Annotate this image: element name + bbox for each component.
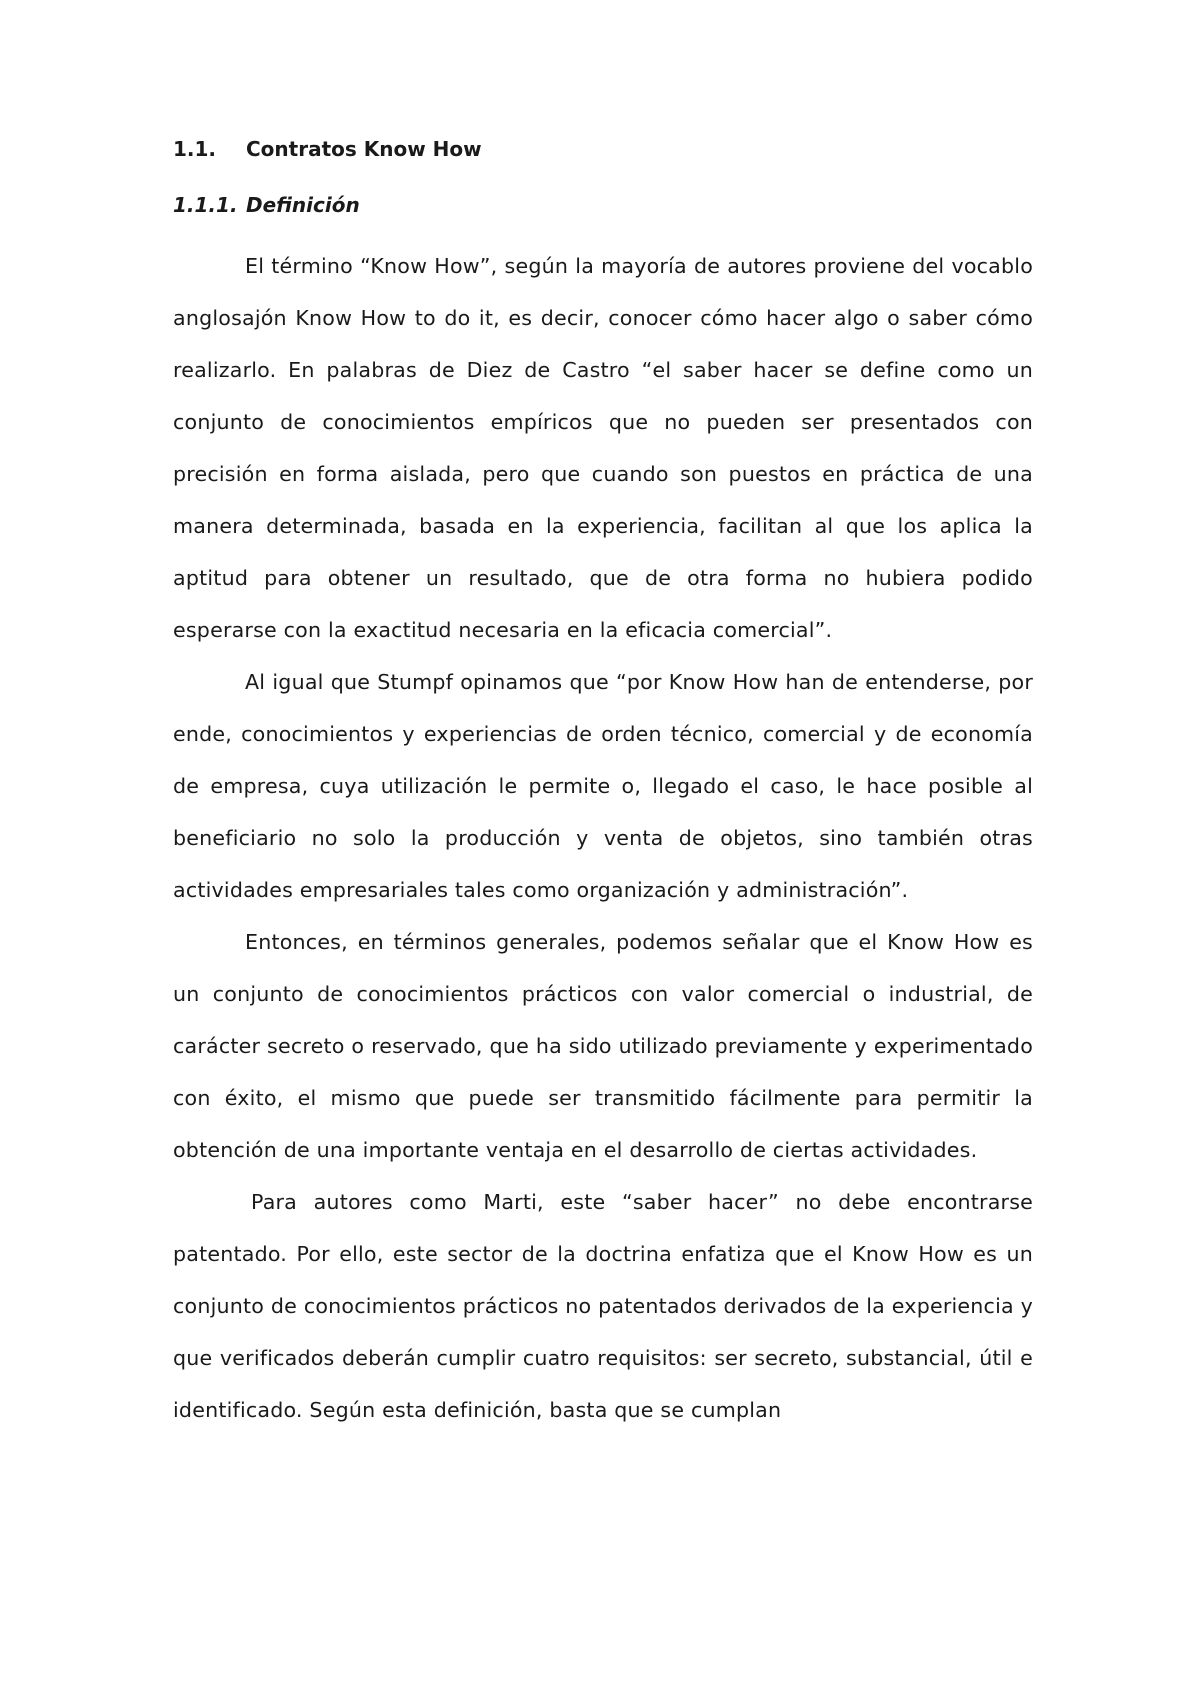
subsection-number: 1.1.1. [173,193,238,217]
section-heading [173,137,482,161]
paragraph-3: Entonces, en términos generales, podemos señalar que el Know How es un conjunto de conocimientos prácticos con valor comercial o industrial, de carácter secreto o reservado, que ha sido utilizado previamente y experimentado con éxito, el mismo que puede ser transmitido fácilmente para permitir la obtención de una importante ventaja en el desarrollo de ciertas actividades. [173,930,1033,1162]
section-number: 1.1. [173,137,217,161]
body-text [173,240,1033,1436]
paragraph-2: Al igual que Stumpf opinamos que “por Know How han de entenderse, por ende, conocimientos y experiencias de orden técnico, comercial y de economía de empresa, cuya utilización le permite o, llegado el caso, le hace posible al beneficiario no solo la producción y venta de objetos, sino también otras actividades empresariales tales como organización y administración”. [173,670,1033,902]
paragraph-4: Para autores como Marti, este “saber hacer” no debe encontrarse patentado. Por ello, este sector de la doctrina enfatiza que el Know How es un conjunto de conocimientos prácticos no patentados derivados de la experiencia y que verificados deberán cumplir cuatro requisitos: ser secreto, substancial, útil e identificado. Según esta definición, basta que se cumplan [173,1190,1033,1422]
subsection-heading [173,193,360,217]
subsection-title: Definición [246,193,360,217]
section-title: Contratos Know How [246,137,482,161]
paragraph-1: El término “Know How”, según la mayoría de autores proviene del vocablo anglosajón Know How to do it, es decir, conocer cómo hacer algo o saber cómo realizarlo. En palabras de Diez de Castro “el saber hacer se define como un conjunto de conocimientos empíricos que no pueden ser presentados con precisión en forma aislada, pero que cuando son puestos en práctica de una manera determinada, basada en la experiencia, facilitan al que los aplica la aptitud para obtener un resultado, que de otra forma no hubiera podido esperarse con la exactitud necesaria en la eficacia comercial”. [173,254,1033,642]
